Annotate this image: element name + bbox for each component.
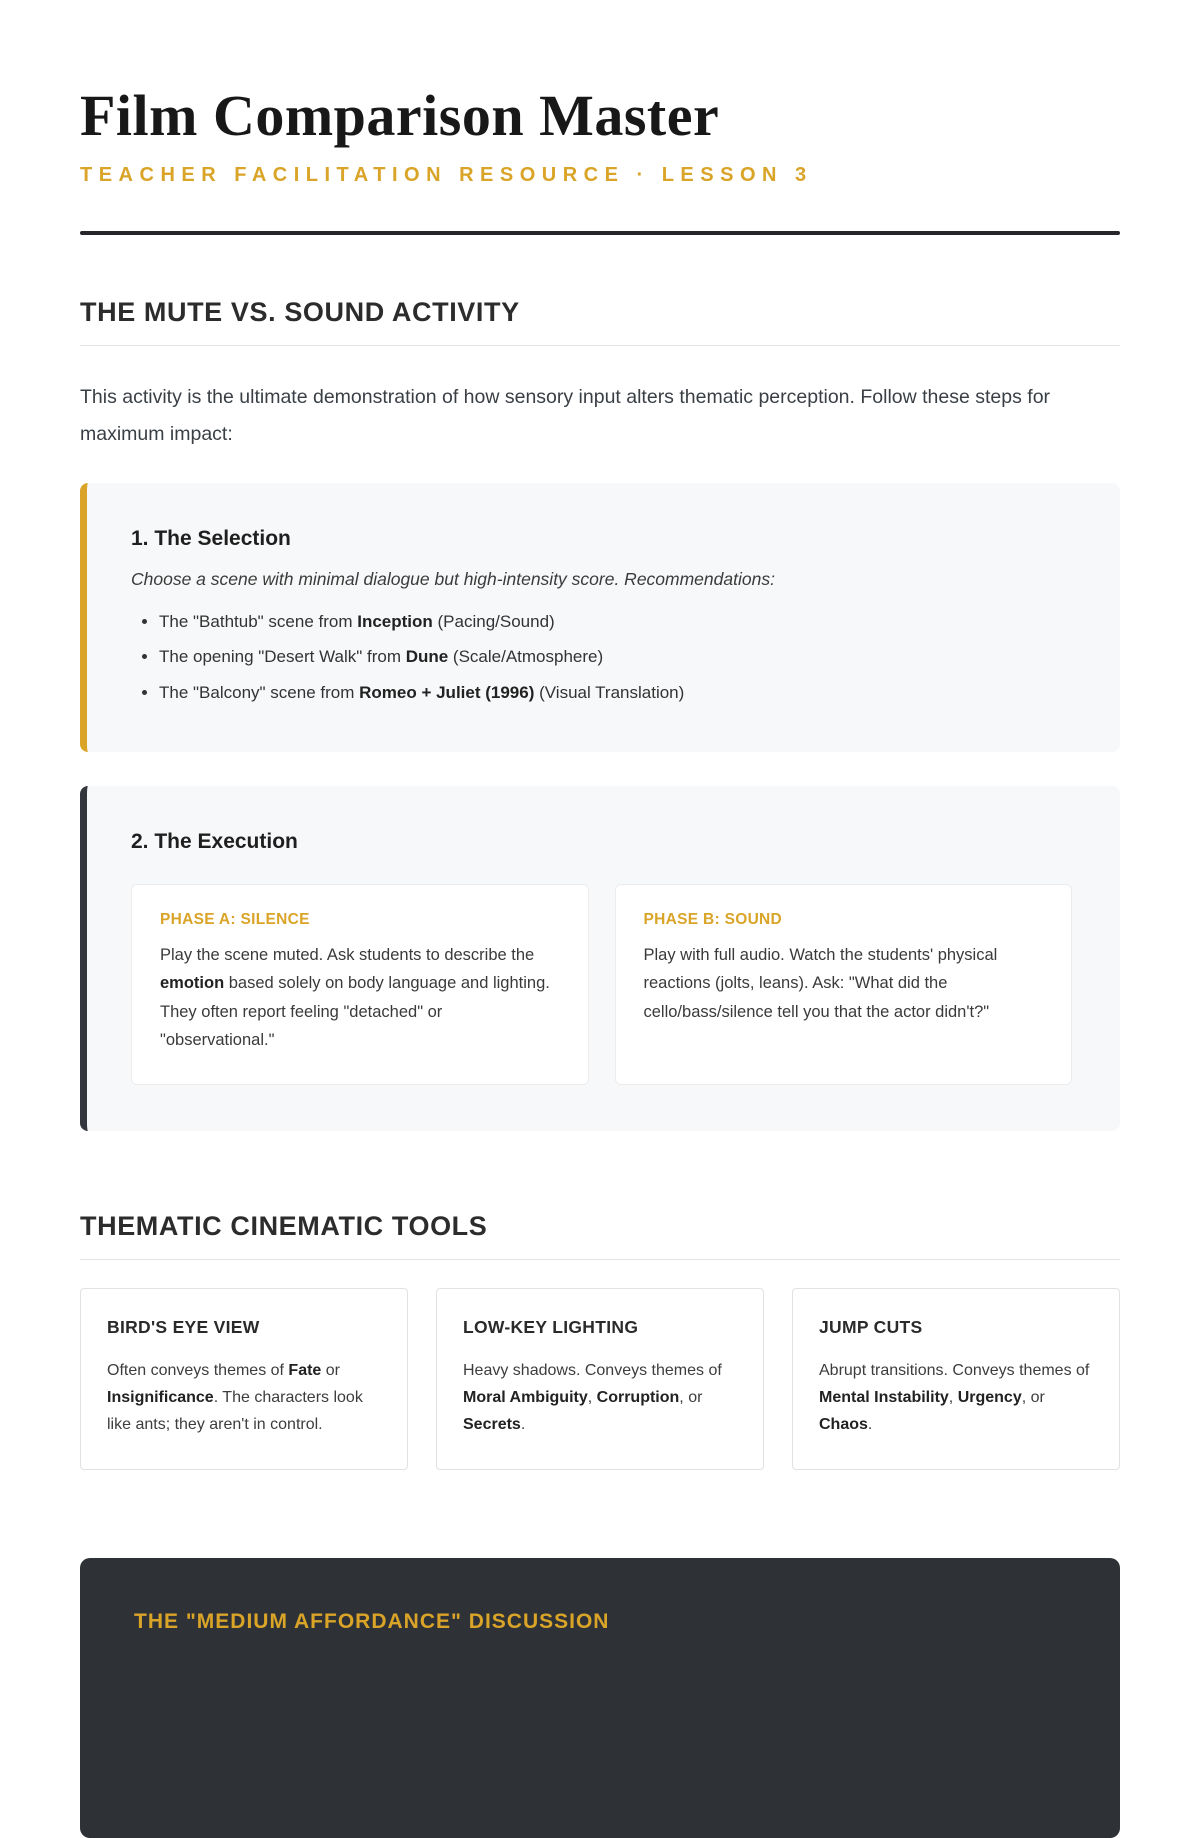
selection-card [80, 483, 1120, 752]
selection-note: Choose a scene with minimal dialogue but high-intensity score. Recommendations: [131, 568, 775, 589]
document-header [80, 84, 1120, 187]
phase-sound-text: Play with full audio. Watch the students' physical reactions (jolts, leans). Ask: "What did the cello/bass/silence tell you that the actor didn't?" [643, 945, 998, 1021]
tool-title: JUMP CUTS [819, 1317, 923, 1338]
execution-card [80, 786, 1120, 1132]
execution-title: 2. The Execution [131, 829, 298, 853]
phase-card-sound [615, 884, 1073, 1086]
selection-title: 1. The Selection [131, 526, 291, 550]
tool-card-low-key-lighting [436, 1288, 764, 1470]
phase-row [131, 884, 1072, 1086]
phase-silence-label: PHASE A: SILENCE [160, 910, 310, 928]
tool-card-birds-eye-view [80, 1288, 408, 1470]
discussion-heading: THE "MEDIUM AFFORDANCE" DISCUSSION [134, 1610, 610, 1634]
page-title: Film Comparison Master [80, 83, 720, 148]
activity-section [80, 297, 1120, 1132]
tool-title: BIRD'S EYE VIEW [107, 1317, 260, 1338]
tools-section [80, 1211, 1120, 1470]
selection-item: • The "Balcony" scene from Romeo + Juliet (1996) (Visual Translation) [159, 680, 1072, 706]
tools-section-heading: THEMATIC CINEMATIC TOOLS [80, 1211, 1120, 1260]
tool-text: Heavy shadows. Conveys themes of Moral Ambiguity, Corruption, or Secrets. [463, 1362, 722, 1434]
tool-card-row [80, 1288, 1120, 1470]
selection-item: • The "Bathtub" scene from Inception (Pacing/Sound) [159, 609, 1072, 635]
tool-text: Often conveys themes of Fate or Insignificance. The characters look like ants; they aren't in control. [107, 1362, 363, 1434]
activity-intro: This activity is the ultimate demonstration of how sensory input alters thematic perception. Follow these steps for maximum impact: [80, 385, 1051, 445]
selection-list [131, 609, 1072, 706]
discussion-panel [80, 1558, 1120, 1838]
activity-section-heading: THE MUTE VS. SOUND ACTIVITY [80, 297, 1120, 346]
page-subtitle: TEACHER FACILITATION RESOURCE · LESSON 3 [80, 163, 813, 186]
header-divider [80, 231, 1120, 235]
tool-title: LOW-KEY LIGHTING [463, 1317, 639, 1338]
phase-sound-label: PHASE B: SOUND [643, 910, 783, 928]
phase-silence-text: Play the scene muted. Ask students to describe the emotion based solely on body language and lighting. They often report feeling "detached" or "observational." [160, 945, 550, 1050]
phase-card-silence [131, 884, 589, 1086]
tool-text: Abrupt transitions. Conveys themes of Mental Instability, Urgency, or Chaos. [819, 1362, 1090, 1434]
selection-item: • The opening "Desert Walk" from Dune (Scale/Atmosphere) [159, 644, 1072, 670]
tool-card-jump-cuts [792, 1288, 1120, 1470]
